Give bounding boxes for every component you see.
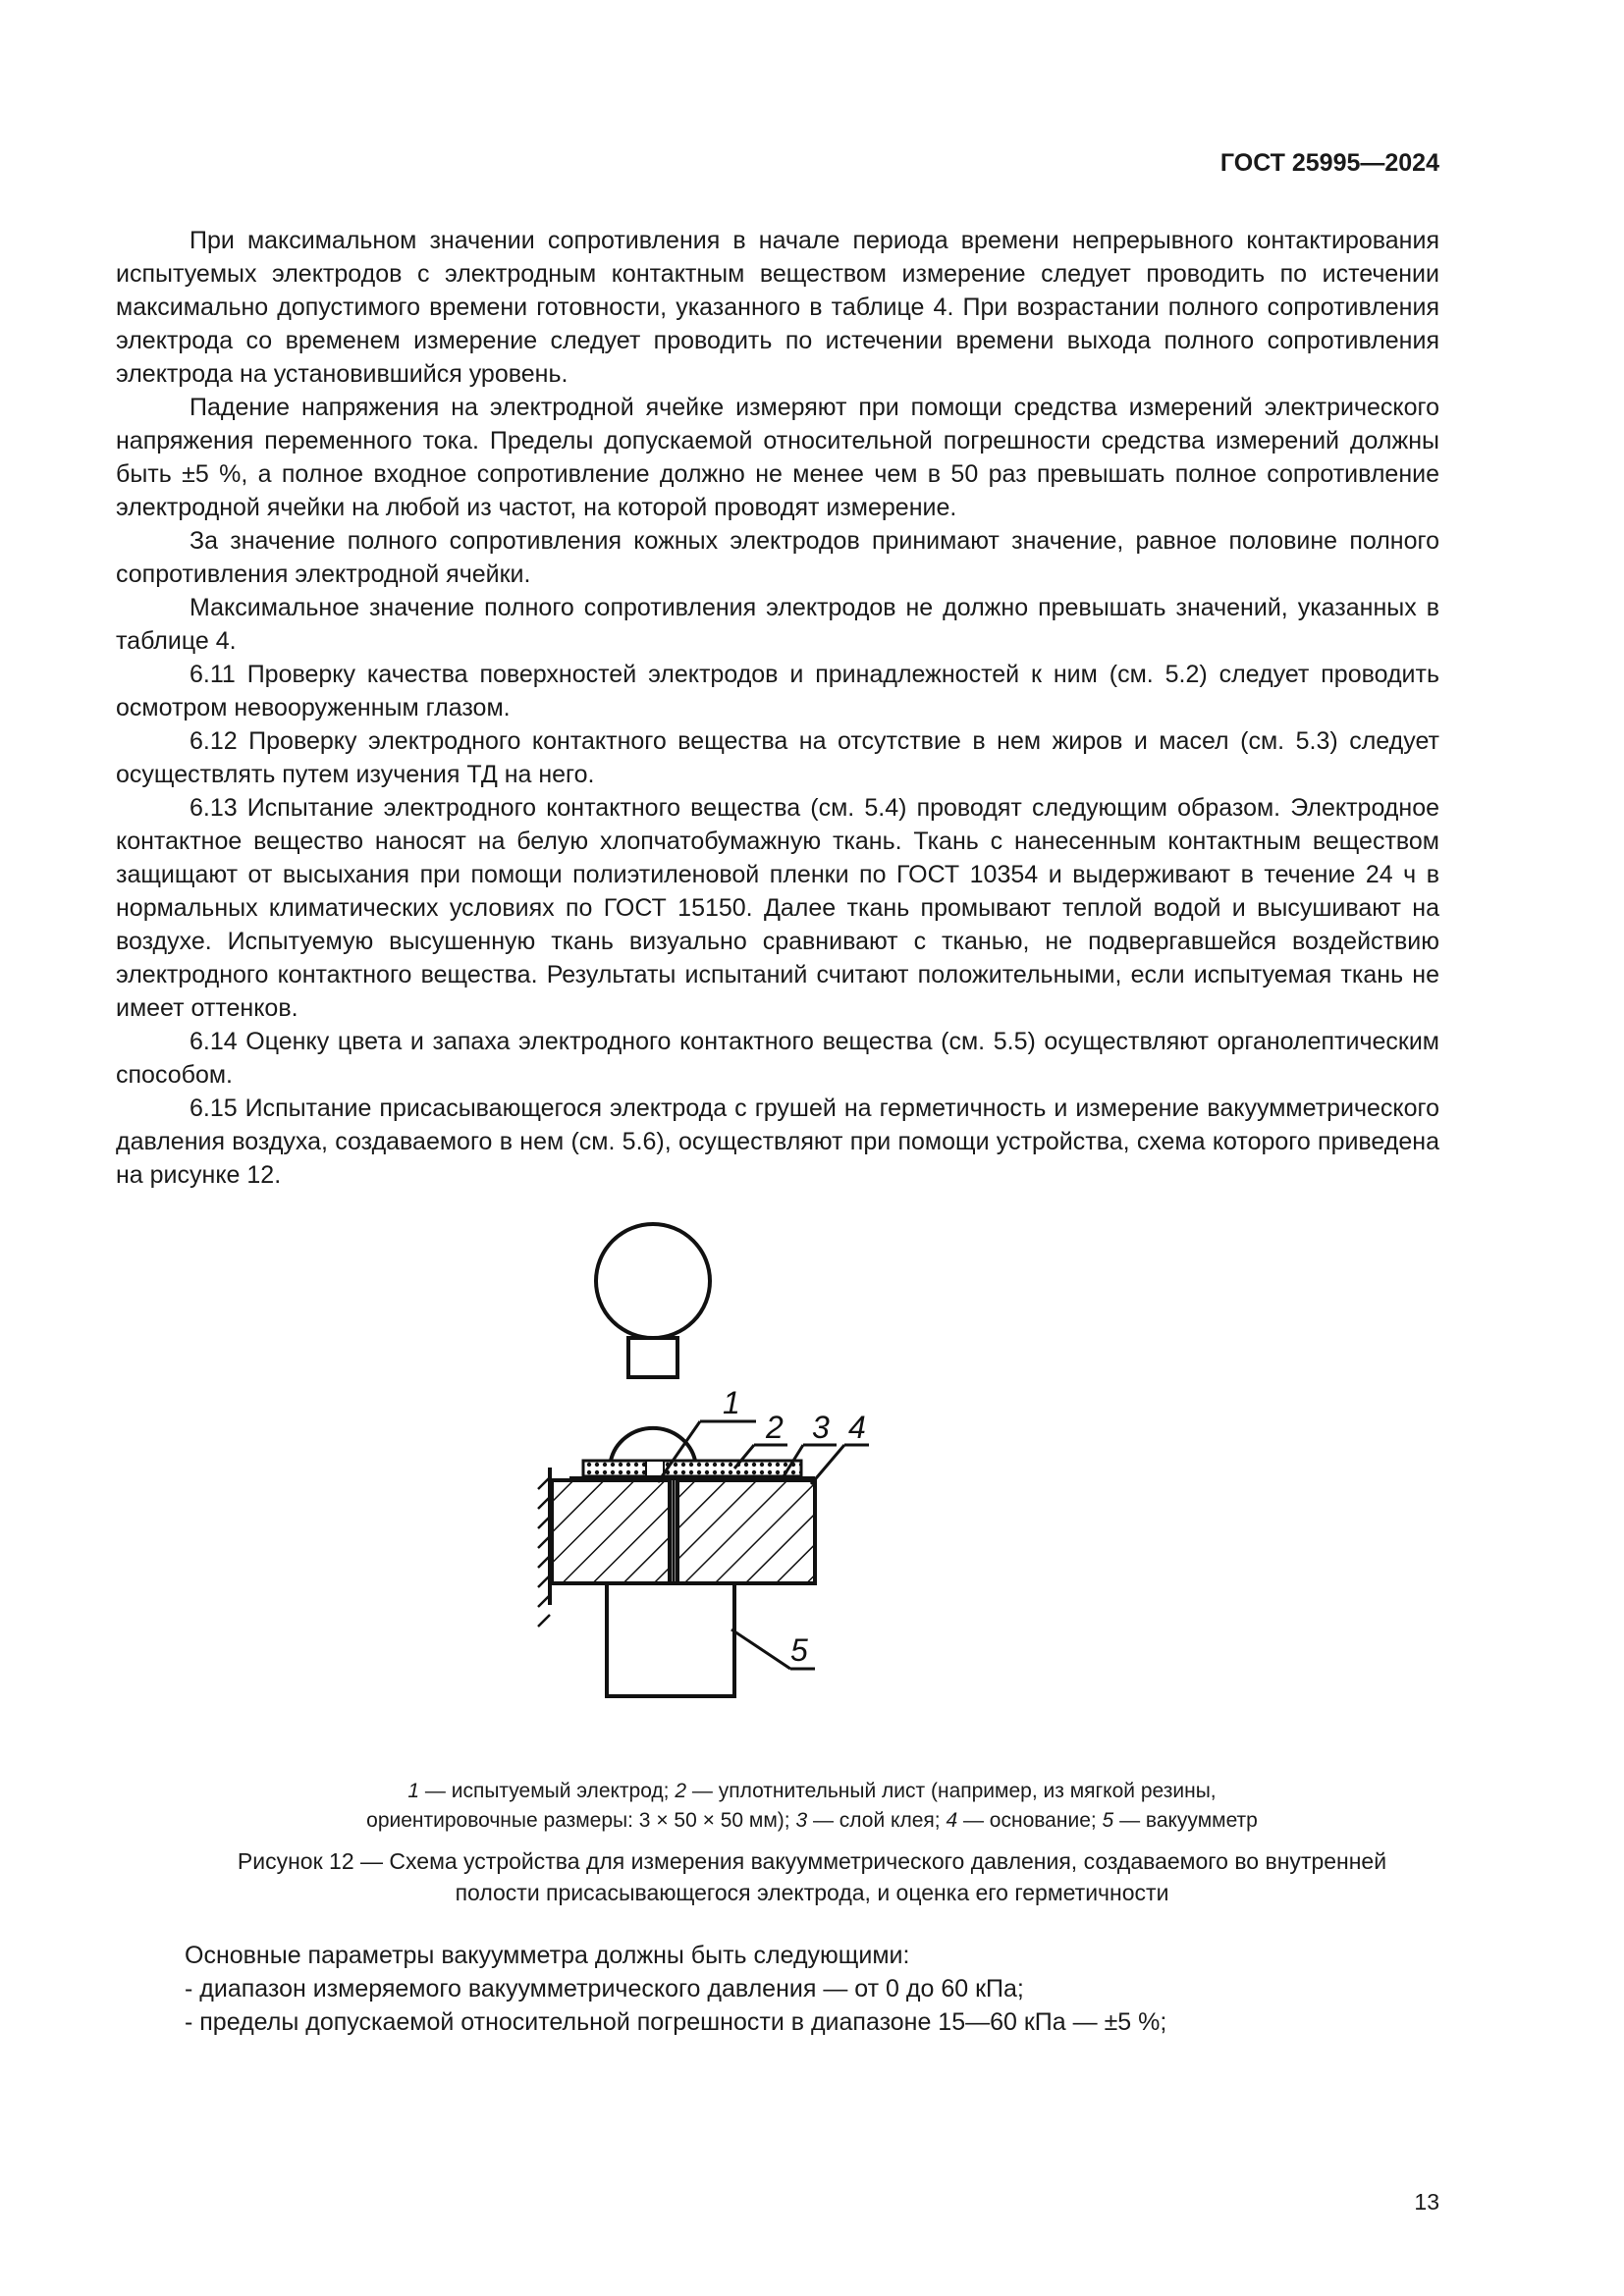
suction-bulb bbox=[596, 1224, 710, 1338]
wall-hatching bbox=[538, 1468, 550, 1627]
figure-12-diagram bbox=[530, 1217, 1021, 1757]
label-2: 2 bbox=[766, 1410, 784, 1445]
paragraph-6-12: 6.12 Проверку электродного контактного вещества на отсутствие в нем жиров и масел (см. 5.3) следует осуществлять путем изучения ТД на него. bbox=[116, 727, 1439, 788]
list-item: - пределы допускаемой относительной погрешности в диапазоне 15—60 кПа — ±5 %; bbox=[185, 2008, 1167, 2036]
bulb-neck bbox=[628, 1338, 677, 1377]
paragraph-6-15: 6.15 Испытание присасывающегося электрода с грушей на герметичность и измерение вакуумметрического давления воздуха, создаваемого в нем (см. 5.6), осуществляют при помощи устройства, схема которого приведена на рисунке 12. bbox=[116, 1095, 1439, 1189]
paragraph: При максимальном значении сопротивления в начале периода времени непрерывного контактирования испытуемых электродов с электродным контактным веществом измерение следует проводить по истечении максимально допустимого времени готовности, указанного в таблице 4. При возрастании полного сопротивления электрода со временем измерение следует проводить по истечении времени выхода полного сопротивления электрода на установившийся уровень. bbox=[116, 227, 1439, 388]
gauge-parameters bbox=[185, 1939, 1461, 2039]
paragraph-6-13: 6.13 Испытание электродного контактного вещества (см. 5.4) проводят следующим образом. Электродное контактное вещество наносят на белую хлопчатобумажную ткань. Ткань с нанесенным контактным веществом защищают от высыхания при помощи полиэтиленовой пленки по ГОСТ 10354 и выдерживают в течение 24 ч в нормальных климатических условиях по ГОСТ 15150. Далее ткань промывают теплой водой и высушивают на воздухе. Испытуемую высушенную ткань визуально сравнивают с тканью, не подвергавшейся воздействию электродного контактного вещества. Результаты испытаний считают положительными, если испытуемая ткань не имеет оттенков. bbox=[116, 794, 1439, 1022]
body-text bbox=[116, 224, 1439, 1192]
legend-num: 1 bbox=[407, 1780, 420, 1802]
paragraph: Падение напряжения на электродной ячейке измеряют при помощи средства измерений электрического напряжения переменного тока. Пределы допускаемой относительной погрешности средства измерений должны быть ±5 %, а полное входное сопротивление должно не менее чем в 50 раз превышать полное сопротивление электродной ячейки на любой из частот, на которой проводят измерение. bbox=[116, 394, 1439, 521]
list-item: - диапазон измеряемого вакуумметрического давления — от 0 до 60 кПа; bbox=[185, 1975, 1024, 2002]
paragraph: Максимальное значение полного сопротивления электродов не должно превышать значений, указанных в таблице 4. bbox=[116, 594, 1439, 655]
paragraph-6-11: 6.11 Проверку качества поверхностей электродов и принадлежностей к ним (см. 5.2) следует проводить осмотром невооруженным глазом. bbox=[116, 661, 1439, 721]
paragraph: За значение полного сопротивления кожных электродов принимают значение, равное половине полного сопротивления электродной ячейки. bbox=[116, 527, 1439, 588]
vacuum-gauge bbox=[607, 1583, 734, 1696]
document-header: ГОСТ 25995—2024 bbox=[1219, 149, 1439, 177]
base-right bbox=[677, 1480, 815, 1583]
page-number: 13 bbox=[1414, 2189, 1439, 2215]
sealing-sheet bbox=[583, 1461, 801, 1476]
params-intro: Основные параметры вакуумметра должны быть следующими: bbox=[185, 1942, 910, 1969]
figure-legend: 1 — испытуемый электрод; 2 — уплотнительный лист (например, из мягкой резины, ориентировочные размеры: 3 × 50 × 50 мм); 3 — слой клея; 4 — основание; 5 — вакуумметр bbox=[366, 1780, 1258, 1832]
label-4: 4 bbox=[848, 1410, 866, 1445]
label-1: 1 bbox=[723, 1385, 740, 1420]
base-left bbox=[552, 1480, 670, 1583]
paragraph-6-14: 6.14 Оценку цвета и запаха электродного контактного вещества (см. 5.5) осуществляют органолептическим способом. bbox=[116, 1028, 1439, 1089]
label-5: 5 bbox=[790, 1632, 808, 1668]
label-3: 3 bbox=[812, 1410, 830, 1445]
figure-caption: Рисунок 12 — Схема устройства для измерения вакуумметрического давления, создаваемого во внутренней полости присасывающегося электрода, и оценка его герметичности bbox=[237, 1848, 1387, 1905]
